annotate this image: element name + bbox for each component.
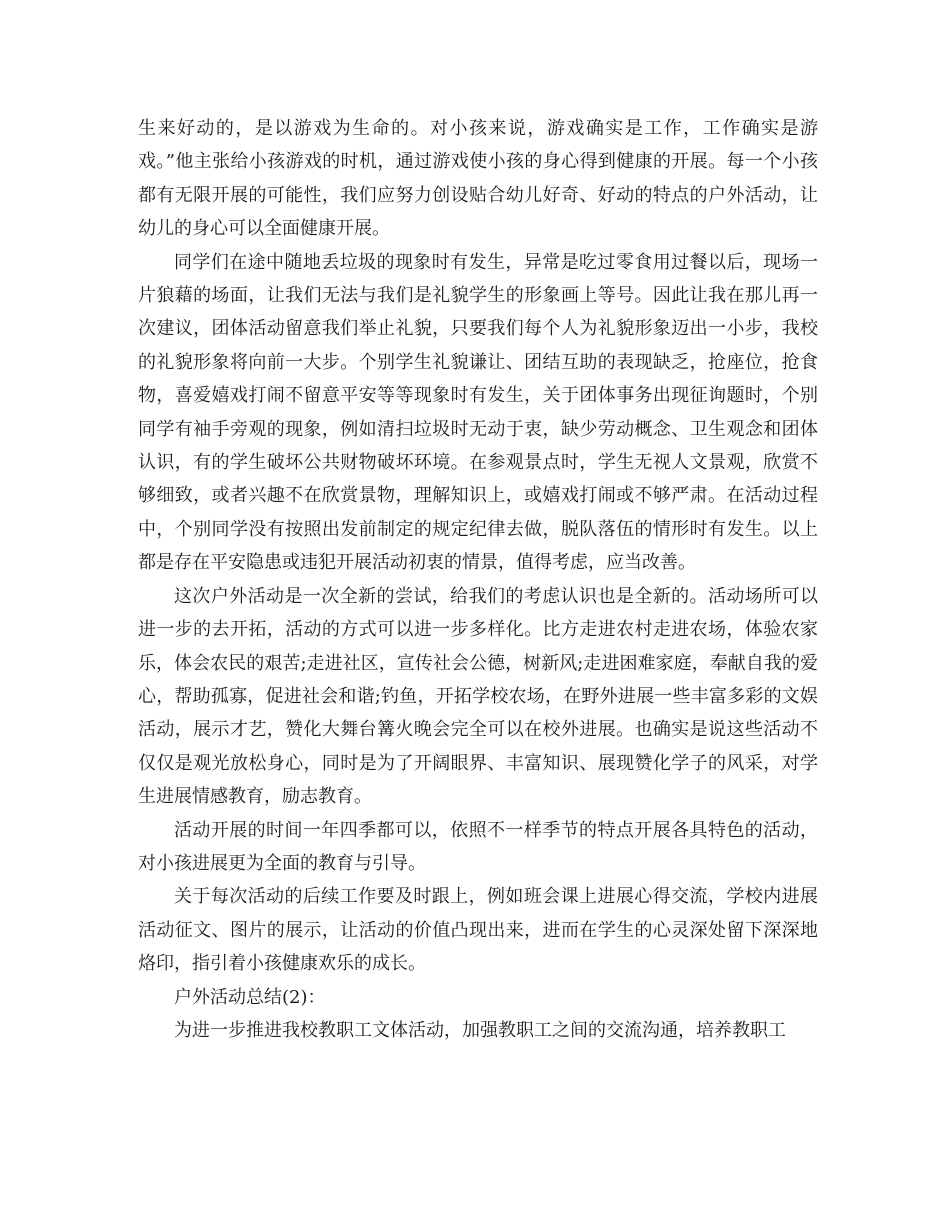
paragraph-6: 为进一步推进我校教职工文体活动，加强教职工之间的交流沟通，培养教职工: [174, 1019, 786, 1041]
paragraph-3: 这次户外活动是一次全新的尝试，给我们的考虑认识也是全新的。活动场所可以进一步的去开拓，活动的方式可以进一步多样化。比方走进农村走进农场，体验农家乐，体会农民的艰苦;走进社区，宣传社会公德，树新风;走进困难家庭，奉献自我的爱心，帮助孤寡，促进社会和谐;钓鱼，开拓学校农场，在野外进展一些丰富多彩的文娱活动，展示才艺，赞化大舞台篝火晚会完全可以在校外进展。也确实是说这些活动不仅仅是观光放松身心，同时是为了开阔眼界、丰富知识、展现赞化学子的风采，对学生进展情感教育，励志教育。: [138, 585, 818, 808]
section-heading: 户外活动总结(2)：: [174, 986, 326, 1008]
paragraph-1: 生来好动的，是以游戏为生命的。对小孩来说，游戏确实是工作，工作确实是游戏。”他主张给小孩游戏的时机，通过游戏使小孩的身心得到健康的开展。每一个小孩都有无限开展的可能性，我们应努力创设贴合幼儿好奇、好动的特点的户外活动，让幼儿的身心可以全面健康开展。: [138, 118, 818, 240]
document-page: [138, 112, 818, 1047]
paragraph-2: 同学们在途中随地丢垃圾的现象时有发生，异常是吃过零食用过餐以后，现场一片狼藉的场面，让我们无法与我们是礼貌学生的形象画上等号。因此让我在那儿再一次建议，团体活动留意我们举止礼貌，只要我们每个人为礼貌形象迈出一小步，我校的礼貌形象将向前一大步。个别学生礼貌谦让、团结互助的表现缺乏，抢座位，抢食物，喜爱嬉戏打闹不留意平安等等现象时有发生，关于团体事务出现征询题时，个别同学有袖手旁观的现象，例如清扫垃圾时无动于衷，缺少劳动概念、卫生观念和团体认识，有的学生破坏公共财物破坏环境。在参观景点时，学生无视人文景观，欣赏不够细致，或者兴趣不在欣赏景物，理解知识上，或嬉戏打闹或不够严肃。在活动过程中，个别同学没有按照出发前制定的规定纪律去做，脱队落伍的情形时有发生。以上都是存在平安隐患或违犯开展活动初衷的情景，值得考虑，应当改善。: [138, 251, 818, 574]
paragraph-4: 活动开展的时间一年四季都可以，依照不一样季节的特点开展各具特色的活动，对小孩进展更为全面的教育与引导。: [138, 819, 818, 874]
paragraph-5: 关于每次活动的后续工作要及时跟上，例如班会课上进展心得交流，学校内进展活动征文、图片的展示，让活动的价值凸现出来，进而在学生的心灵深处留下深深地烙印，指引着小孩健康欢乐的成长。: [138, 886, 818, 975]
